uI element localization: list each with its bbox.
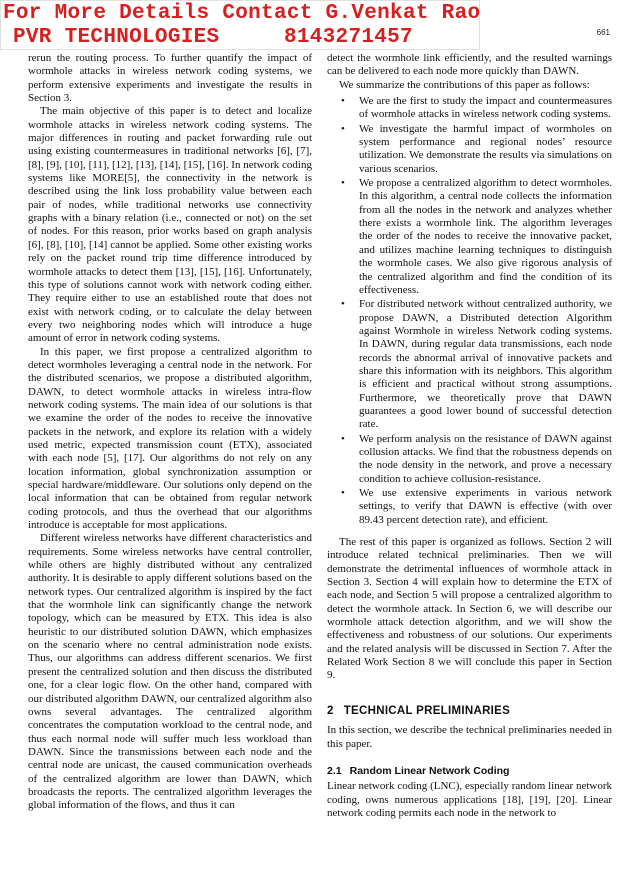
subsection-number: 2.1 (327, 764, 342, 777)
left-column (28, 52, 312, 813)
contact-banner (0, 0, 480, 50)
paragraph: We summarize the contributions of this paper as follows: (339, 78, 590, 91)
bullet-icon: • (341, 432, 345, 445)
list-item (327, 123, 612, 176)
section-title: TECHNICAL PRELIMINARIES (343, 704, 511, 717)
list-item-text: We are the first to study the impact and countermeasures of wormhole attacks in wireless network coding systems. (359, 95, 612, 121)
section-heading (327, 705, 612, 718)
list-item-text: For distributed network without centralized authority, we propose DAWN, a Distributed detection Algorithm against Wormhole in wireless Network coding systems. In DAWN, during regular data transmissions, each node records the abnormal arrival of innovative packets and share this information with its neighbors. This algorithm is efficient and practical without strong assumptions. Furthermore, we theoretically prove that DAWN guarantees a good lower bound of successful detection rate. (359, 298, 612, 431)
paragraph: The main objective of this paper is to detect and localize wormhole attacks in wireless network coding systems. The major differences in routing and packet forwarding rule out using existing countermeasures in traditional networks [6], [7], [8], [9], [10], [11], [12], [13], [14], [15], [16]. In network coding systems like MORE[5], the connectivity in the network is described using the link loss probability value between each pair of nodes, while traditional networks use connectivity graphs with a binary relation (i.e., connected or not) on the set of nodes. For this reason, prior works based on graph analysis [6], [8], [10], [14] cannot be applied. Some other existing works rely on the packet round trip time difference introduced by wormhole attacks to detect them [13], [15], [16]. Unfortunately, this type of solutions cannot work with network coding either. They require either to use an established route that does not exist with network coding, or to calculate the delay between every two neighboring nodes which will introduce a huge amount of error in network coding systems. (28, 105, 312, 345)
subsection-heading (327, 765, 612, 778)
list-item (327, 177, 612, 297)
bullet-icon: • (341, 122, 345, 135)
list-item (327, 298, 612, 431)
bullet-icon: • (341, 298, 345, 311)
paragraph: Different wireless networks have different characteristics and requirements. Some wireless networks have central controller, while others are highly distributed without any centralized authority. It is desirable to apply different solutions based on the network types. Our centralized algorithm is inspired by the fact that the wormhole link can significantly change the network topology, which can be measured by ETX. This idea is also heuristic to our distributed solution DAWN, which emphasizes on the scenario where no central administration node exists. Thus, our algorithms can address different scenarios. We first present the centralized solution and then discuss the distributed one, for a clear logic flow. On the other hand, compared with our distributed algorithm DAWN, our centralized algorithm also owns several advantages. The centralized algorithm concentrates the computation workload to the central node, and thus each normal node will suffer much less workload than DAWN. Since the transmissions between each node and the central node are unicast, the caused communication overheads of the centralized algorithm are lower than DAWN, which broadcasts the reports. The centralized algorithm leverages the global information of the flows, and thus it can (28, 532, 312, 812)
list-item (327, 433, 612, 486)
list-item (327, 487, 612, 527)
paragraph: In this section, we describe the technical preliminaries needed in this paper. (327, 724, 612, 750)
right-column (327, 52, 612, 820)
bullet-icon: • (341, 177, 345, 190)
page-number: 661 (596, 28, 610, 37)
banner-line-2: PVR TECHNOLOGIES 8143271457 (13, 26, 413, 49)
bullet-icon: • (341, 95, 345, 108)
paragraph: The rest of this paper is organized as follows. Section 2 will introduce related technical preliminaries. Then we will demonstrate the detrimental influences of wormhole attack in Section 3. Section 4 will explain how to determine the ETX of each node, and Section 5 will propose a centralized algorithm to detect the wormhole attack. In Section 6, we will describe our wormhole attack detection algorithm, and we will show the effectiveness and robustness of our solutions. Our experiments and the related analysis will be discussed in Section 7. After the Related Work Section 8 we will conclude this paper in Section 9. (327, 536, 612, 682)
subsection-title: Random Linear Network Coding (349, 764, 510, 777)
list-item-text: We use extensive experiments in various network settings, to verify that DAWN is effective (with over 89.43 percent detection rate), and efficient. (359, 487, 612, 526)
paragraph: detect the wormhole link efficiently, and the resulted warnings can be delivered to each node more quickly than DAWN. (327, 52, 612, 78)
list-item-text: We investigate the harmful impact of wormholes on system performance and regional nodes’ resource utilization. We demonstrate the results via simulations on various scenarios. (359, 122, 612, 175)
paragraph: In this paper, we first propose a centralized algorithm to detect wormholes leveraging a central node in the network. For the distributed scenarios, we propose a distributed algorithm, DAWN, to detect wormhole attacks in wireless intra-flow network coding systems. The main idea of our solutions is that we examine the order of the nodes to receive the innovative packets in the network, and explore its relation with a widely used metric, expected transmission count (ETX), associated with each node [5], [17]. Our algorithms do not rely on any location information, global synchronization assumption or special hardware/middleware. Our solutions only depend on the local information that can be obtained from regular network coding protocols, and thus the overhead that our algorithms introduce is acceptable for most applications. (28, 345, 312, 532)
banner-line-1: For More Details Contact G.Venkat Rao (3, 2, 481, 25)
bullet-icon: • (341, 487, 345, 499)
list-item (327, 95, 612, 122)
paragraph: Linear network coding (LNC), especially random linear network coding, owns numerous applications [18], [19], [20]. Linear network coding permits each node in the network to (327, 780, 612, 819)
contributions-list (327, 95, 612, 527)
list-item-text: We propose a centralized algorithm to detect wormholes. In this algorithm, a central node collects the information from all the nodes in the network and analyzes whether there exists a wormhole link. The algorithm leverages the order of the nodes to receive the innovative packet, and utilizes machine learning techniques to distinguish the wormhole cases. We also give rigorous analysis of the centralized algorithm and find the condition of its effectiveness. (359, 177, 612, 296)
section-number: 2 (327, 704, 334, 717)
paragraph: rerun the routing process. To further quantify the impact of wormhole attacks in wireless network coding systems, we perform extensive experiments and investigate the results in Section 3. (28, 52, 312, 105)
list-item-text: We perform analysis on the resistance of DAWN against collusion attacks. We find that the robustness depends on the node density in the network, and prove a necessary condition to achieve collusion-resistance. (359, 432, 612, 485)
